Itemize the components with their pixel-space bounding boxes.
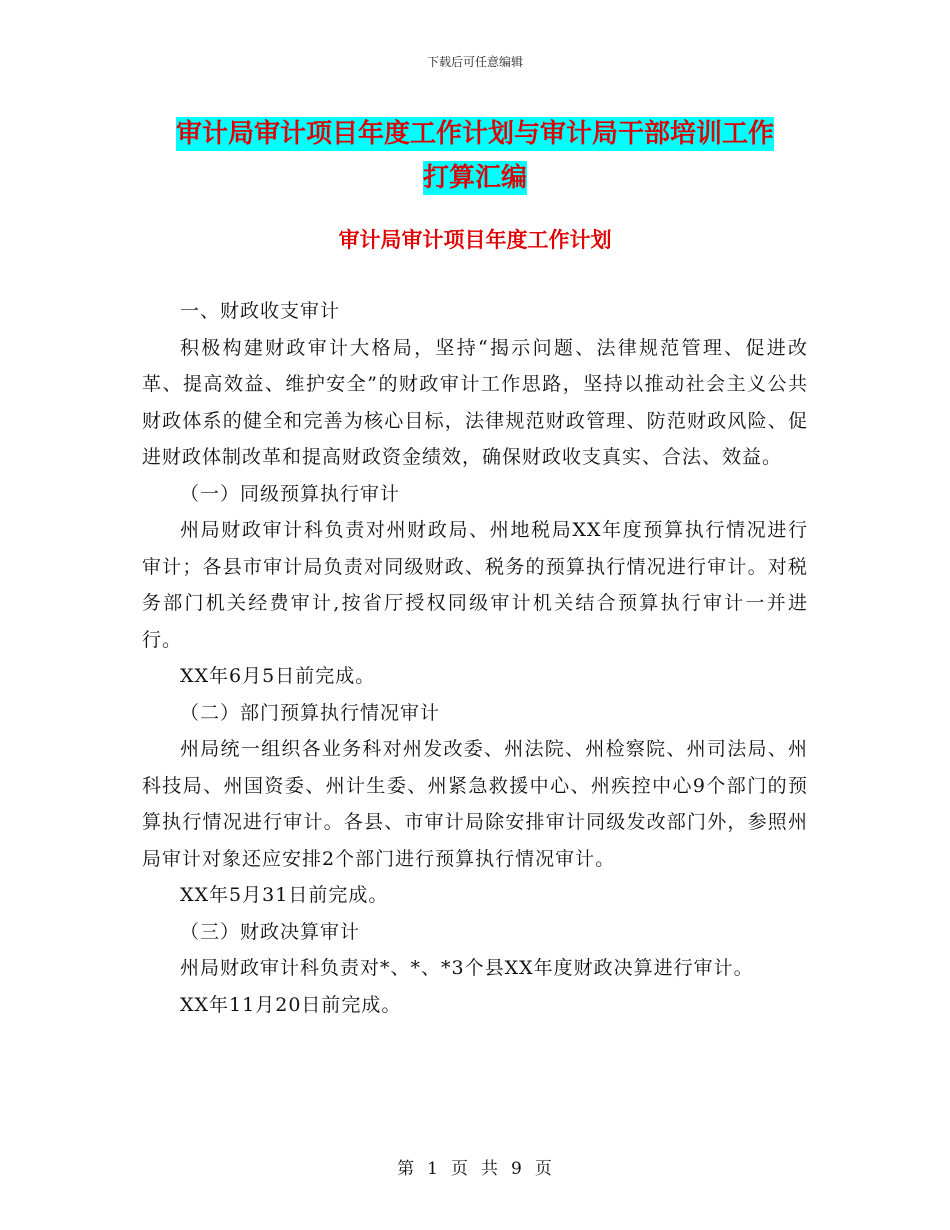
body-content [142, 293, 808, 1023]
paragraph-budget-execution: 州局财政审计科负责对州财政局、州地税局XX年度预算执行情况进行审计；各县市审计局负责对同级财政、税务的预算执行情况进行审计。对税务部门机关经费审计,按省厅授权同级审计机关结合预算执行审计一并进行。 [142, 519, 808, 651]
footer-page-current: 1 [427, 1159, 439, 1179]
page-footer [0, 1154, 950, 1179]
paragraph-department-budget: 州局统一组织各业务科对州发改委、州法院、州检察院、州司法局、州科技局、州国资委、州计生委、州紧急救援中心、州疾控中心9个部门的预算执行情况进行审计。各县、市审计局除安排审计同级发改部门外，参照州局审计对象还应安排2个部门进行预算执行情况审计。 [142, 738, 808, 870]
header-note: 下载后可任意编辑 [426, 55, 523, 69]
deadline-3: XX年11月20日前完成。 [180, 993, 402, 1016]
footer-total-unit: 页 [534, 1159, 553, 1179]
document-title-line1 [0, 113, 950, 150]
deadline-1: XX年6月5日前完成。 [180, 665, 376, 687]
subheading-budget-execution: （一）同级预算执行审计 [180, 482, 401, 505]
title-highlight-2: 打算汇编 [422, 163, 527, 193]
paragraph-fiscal-overview: 积极构建财政审计大格局，坚持“揭示问题、法律规范管理、促进改革、提高效益、维护安全”的财政审计工作思路，坚持以推动社会主义公共财政体系的健全和完善为核心目标，法律规范财政管理、防范财政风险、促进财政体制改革和提高财政资金绩效，确保财政收支真实、合法、效益。 [142, 336, 808, 468]
footer-page-label: 第 [397, 1159, 416, 1179]
subheading-final-accounts: （三）财政决算审计 [180, 920, 361, 943]
subheading-department-budget: （二）部门预算执行情况审计 [180, 701, 441, 724]
title-highlight-1: 审计局审计项目年度工作计划与审计局干部培训工作 [175, 119, 774, 149]
footer-page-unit: 页 [451, 1159, 469, 1179]
section-title: 审计局审计项目年度工作计划 [338, 228, 612, 252]
heading-fiscal-audit: 一、财政收支审计 [180, 300, 341, 322]
document-title-line2 [0, 157, 950, 194]
deadline-2: XX年5月31日前完成。 [180, 884, 389, 906]
footer-page-total: 9 [511, 1159, 523, 1179]
paragraph-final-accounts: 州局财政审计科负责对*、*、*3个县XX年度财政决算进行审计。 [180, 957, 754, 979]
footer-total-label: 共 [481, 1159, 499, 1179]
